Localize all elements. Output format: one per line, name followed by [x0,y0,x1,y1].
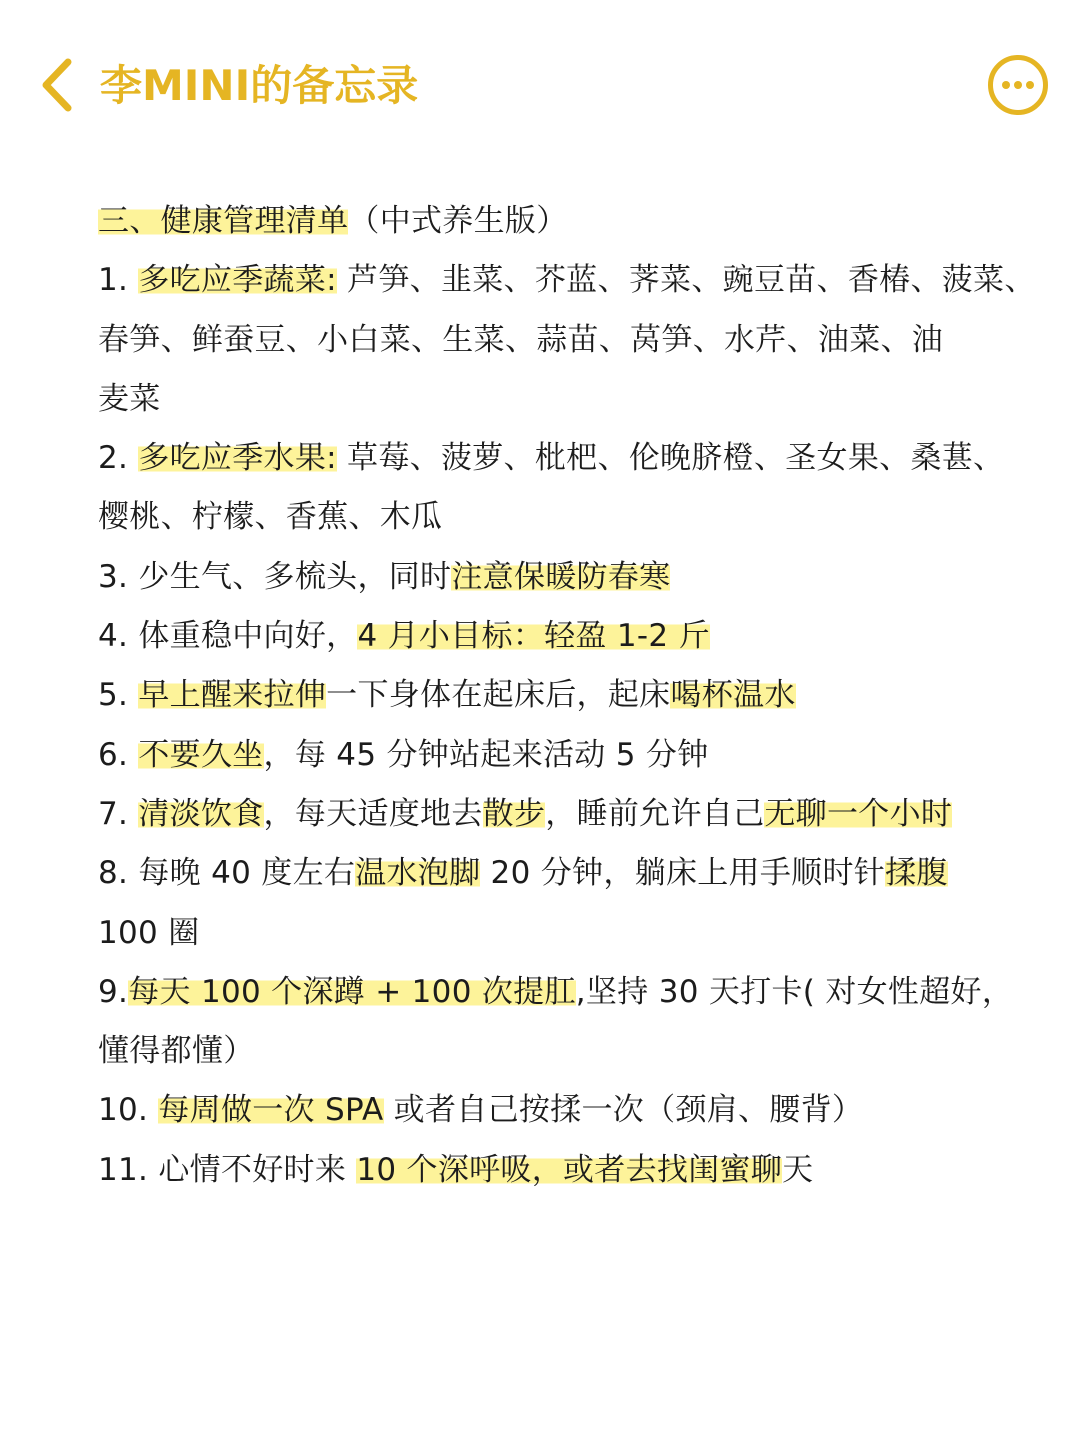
list-item-10 [98,1081,1008,1140]
item-text: 天 [782,1151,814,1188]
item-number: 8. [98,855,129,892]
item-number: 11. [98,1151,149,1188]
list-item-6 [98,726,1008,785]
item-number: 10. [98,1092,149,1129]
highlight-text: 不要久坐 [138,736,264,773]
list-item-1-cont [98,311,1008,370]
item-text: 春笋、鲜蚕豆、小白菜、生菜、蒜苗、莴笋、水芹、油菜、油 [98,321,944,358]
more-horizontal-icon[interactable] [987,54,1049,116]
list-item-2-cont [98,488,1008,547]
highlight-text: 喝杯温水 [670,677,796,714]
item-text: ，每 45 分钟站起来活动 5 分钟 [263,736,709,773]
item-number: 3. [98,558,129,595]
list-item-5 [98,666,1008,725]
item-text: ,坚持 30 天打卡( 对女性超好， [575,973,1014,1010]
chevron-left-icon[interactable] [34,54,80,116]
item-number: 1. [98,262,129,299]
highlight-text: 注意保暖防春寒 [451,558,671,595]
list-item-9-cont [98,1022,1008,1081]
page-title: 李MINI的备忘录 [100,61,419,110]
highlight-text: 温水泡脚 [355,855,481,892]
highlight-text: 无聊一个小时 [764,795,953,832]
list-item-3 [98,548,1008,607]
item-text: 体重稳中向好， [128,618,358,655]
note-body[interactable] [98,192,1036,1200]
item-text: 每晚 40 度左右 [128,855,356,892]
navigation-bar [0,0,1080,170]
note-heading-suffix: （中式养生版） [348,203,568,239]
item-number: 7. [98,795,129,832]
highlight-text: 每周做一次 SPA [158,1092,384,1129]
list-item-8-cont [98,904,1008,963]
item-text: 20 分钟，躺床上用手顺时针 [480,855,886,892]
highlight-text: 每天 100 个深蹲 + 100 次提肛 [128,973,576,1010]
item-text: 麦菜 [98,380,161,417]
list-item-11 [98,1141,1008,1200]
highlight-text: 揉腹 [885,855,948,892]
item-text: ，睡前允许自己 [545,795,765,832]
highlight-text: 4 月小目标：轻盈 1-2 斤 [357,618,710,655]
item-text: 樱桃、柠檬、香蕉、木瓜 [98,499,443,536]
list-item-2 [98,429,1008,488]
item-text: 一下身体在起床后，起床 [326,677,671,714]
item-text: 或者自己按揉一次（颈肩、腰背） [383,1092,864,1129]
item-text: 芦笋、韭菜、芥蓝、荠菜、豌豆苗、香椿、菠菜、 [336,262,1036,299]
note-heading-title: 三、健康管理清单 [98,203,349,239]
item-number: 5. [98,677,129,714]
list-item-1-cont [98,370,1008,429]
highlight-text: 散步 [482,795,546,832]
list-item-4 [98,607,1008,666]
list-item-9 [98,963,1014,1022]
highlight-text: 多吃应季蔬菜: [138,262,337,299]
highlight-text: 10 个深呼吸，或者去找闺蜜聊 [356,1151,783,1188]
highlight-text: 早上醒来拉伸 [138,677,327,714]
highlight-text: 多吃应季水果: [138,440,337,477]
item-text: ，每天适度地去 [263,795,483,832]
item-text: 100 圈 [98,914,200,951]
highlight-text: 清淡饮食 [138,795,264,832]
list-item-8 [98,844,1008,903]
list-item-7 [98,785,1008,844]
item-number: 4. [98,618,129,655]
item-number: 9. [98,973,129,1010]
item-text: 少生气、多梳头，同时 [128,558,452,595]
item-text: 心情不好时来 [148,1151,357,1188]
list-item-1 [98,251,1036,310]
item-number: 6. [98,736,129,773]
item-text: 懂得都懂） [98,1033,255,1070]
note-heading [98,192,1008,251]
item-number: 2. [98,440,129,477]
item-text: 草莓、菠萝、枇杷、伦晚脐橙、圣女果、桑葚、 [336,440,1005,477]
